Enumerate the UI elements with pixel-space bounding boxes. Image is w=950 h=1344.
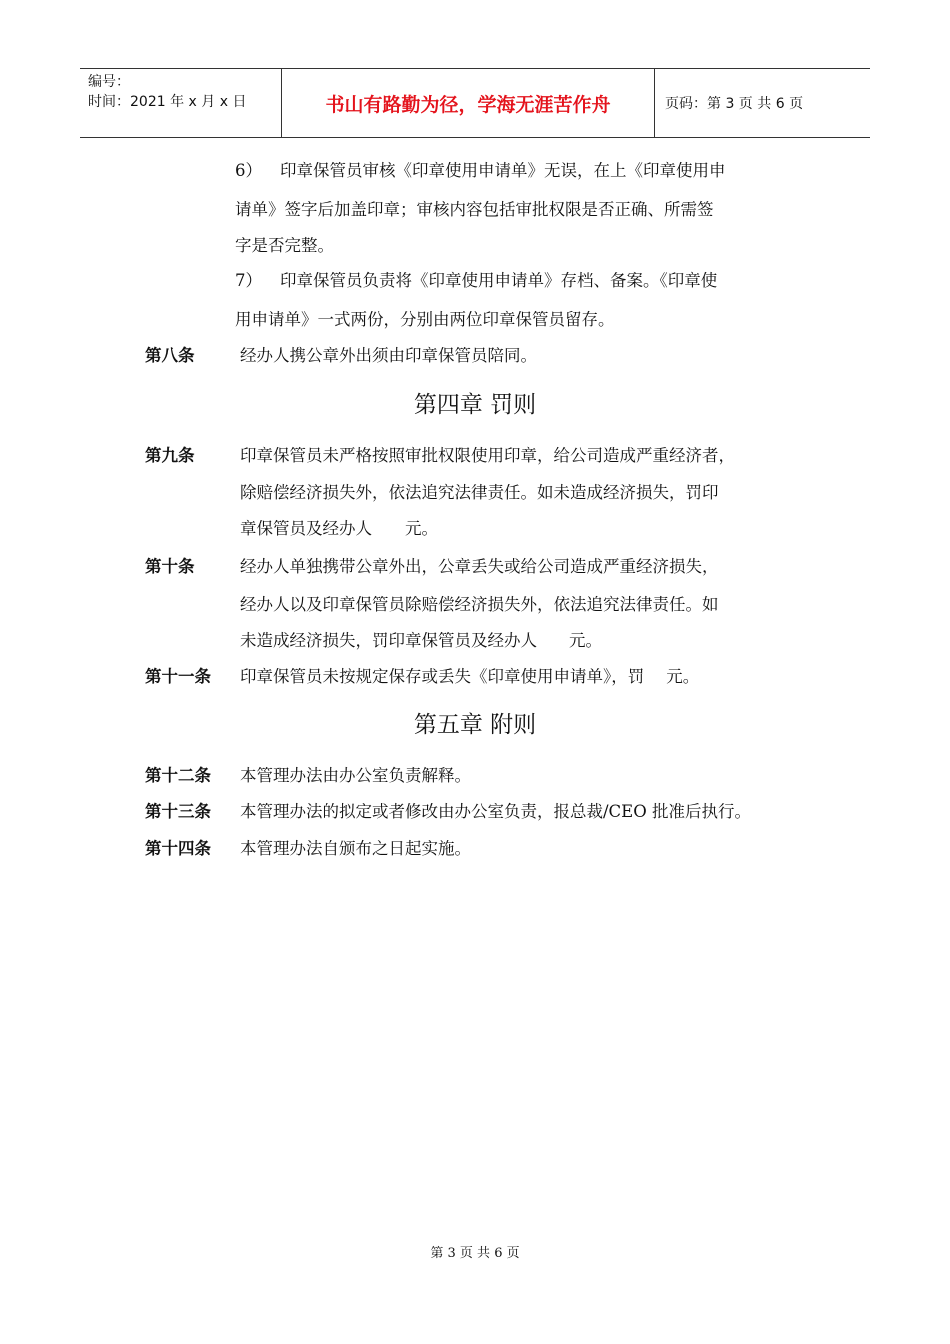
- document-number-label: 编号：: [88, 74, 130, 90]
- article-12-text: 本管理办法由办公室负责解释。: [240, 766, 471, 785]
- document-date: 时间：2021 年 x 月 x 日: [88, 94, 247, 110]
- article-8-label: 第八条: [145, 346, 195, 365]
- header-motto: 书山有路勤为径，学海无涯苦作舟: [281, 69, 655, 137]
- item-7-line-2: 用申请单》一式两份，分别由两位印章保管员留存。: [235, 310, 615, 329]
- item-6-line-2: 请单》签字后加盖印章；审核内容包括审批权限是否正确、所需签: [235, 200, 714, 219]
- chapter-4-title: 第四章 罚则: [413, 392, 537, 418]
- article-10-line-1: 经办人单独携带公章外出，公章丢失或给公司造成严重经济损失，: [240, 557, 719, 576]
- article-11-label: 第十一条: [145, 667, 211, 686]
- header-page-info: 页码：第 3 页 共 6 页: [665, 96, 804, 112]
- item-7-number: 7）: [235, 271, 262, 290]
- item-6-number: 6）: [235, 161, 262, 180]
- article-13-label: 第十三条: [145, 802, 211, 821]
- article-14-text: 本管理办法自颁布之日起实施。: [240, 839, 471, 858]
- article-10-line-2: 经办人以及印章保管员除赔偿经济损失外，依法追究法律责任。如: [240, 595, 719, 614]
- article-13-text: 本管理办法的拟定或者修改由办公室负责，报总裁/CEO 批准后执行。: [240, 802, 752, 821]
- chapter-5-title: 第五章 附则: [413, 712, 537, 738]
- page-header: [80, 68, 870, 138]
- article-11-text: 印章保管员未按规定保存或丢失《印章使用申请单》，罚 元。: [240, 667, 700, 686]
- page-footer: 第 3 页 共 6 页: [430, 1246, 520, 1261]
- article-9-line-2: 除赔偿经济损失外，依法追究法律责任。如未造成经济损失，罚印: [240, 483, 719, 502]
- item-7-line-1: 7） 印章保管员负责将《印章使用申请单》存档、备案。《印章使: [235, 271, 718, 290]
- item-6-line-1: 6） 印章保管员审核《印章使用申请单》无误，在上《印章使用申: [235, 161, 726, 180]
- article-14-label: 第十四条: [145, 839, 211, 858]
- item-6-line-3: 字是否完整。: [235, 236, 334, 255]
- article-10-label: 第十条: [145, 557, 195, 576]
- article-9-label: 第九条: [145, 446, 195, 465]
- article-8-text: 经办人携公章外出须由印章保管员陪同。: [240, 346, 537, 365]
- article-10-line-3: 未造成经济损失，罚印章保管员及经办人 元。: [240, 631, 602, 650]
- article-12-label: 第十二条: [145, 766, 211, 785]
- article-9-line-1: 印章保管员未严格按照审批权限使用印章，给公司造成严重经济者，: [240, 446, 735, 465]
- header-meta: [80, 69, 281, 137]
- article-9-line-3: 章保管员及经办人 元。: [240, 519, 438, 538]
